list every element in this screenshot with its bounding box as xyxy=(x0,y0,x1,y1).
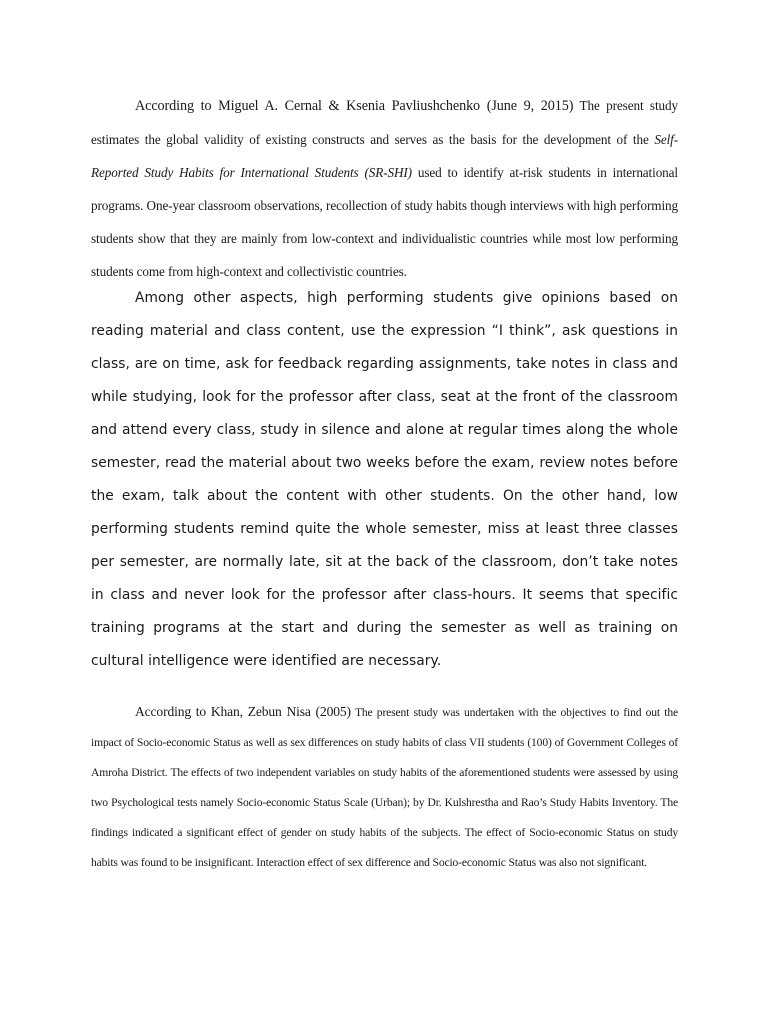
paragraph-student-behaviors xyxy=(91,282,678,678)
paragraph-text: The present study estimates the global validity of existing constructs and serves as the basis for the development of the xyxy=(91,98,678,147)
citation-lead: According to Khan, Zebun Nisa (2005) xyxy=(135,704,351,719)
paragraph-text: used to identify at-risk students in international programs. One-year classroom observations, recollection of study habits though interviews with high performing students show that they are mainly from low-context and individualistic countries while most low performing students come from high-context and collectivistic countries. xyxy=(91,165,678,279)
paragraph-cernal-study xyxy=(91,89,678,288)
paragraph-text: The present study was undertaken with the objectives to find out the impact of Socio-economic Status as well as sex differences on study habits of class VII students (100) of Government Colleges of Amroha District. The effects of two independent variables on study habits of the aforementioned students were assessed by using two Psychological tests namely Socio-economic Status Scale (Urban); by Dr. Kulshrestha and Rao’s Study Habits Inventory. The findings indicated a significant effect of gender on study habits of the subjects. The effect of Socio-economic Status on study habits was found to be insignificant. Interaction effect of sex difference and Socio-economic Status was also not significant. xyxy=(91,706,678,869)
paragraph-khan-study xyxy=(91,697,678,878)
paragraph-text: Among other aspects, high performing students give opinions based on reading material and class content, use the expression “I think”, ask questions in class, are on time, ask for feedback regarding assignments, take notes in class and while studying, look for the professor after class, seat at the front of the classroom and attend every class, study in silence and alone at regular times along the whole semester, read the material about two weeks before the exam, review notes before the exam, talk about the content with other students. On the other hand, low performing students remind quite the whole semester, miss at least three classes per semester, are normally late, sit at the back of the classroom, don’t take notes in class and never look for the professor after class-hours. It seems that specific training programs at the start and during the semester as well as training on cultural intelligence were identified are necessary. xyxy=(91,290,678,669)
instrument-title: Self-Reported Study Habits for International Students (SR-SHI) xyxy=(91,132,678,180)
citation-lead: According to Miguel A. Cernal & Ksenia Pavliushchenko (June 9, 2015) xyxy=(135,98,574,114)
